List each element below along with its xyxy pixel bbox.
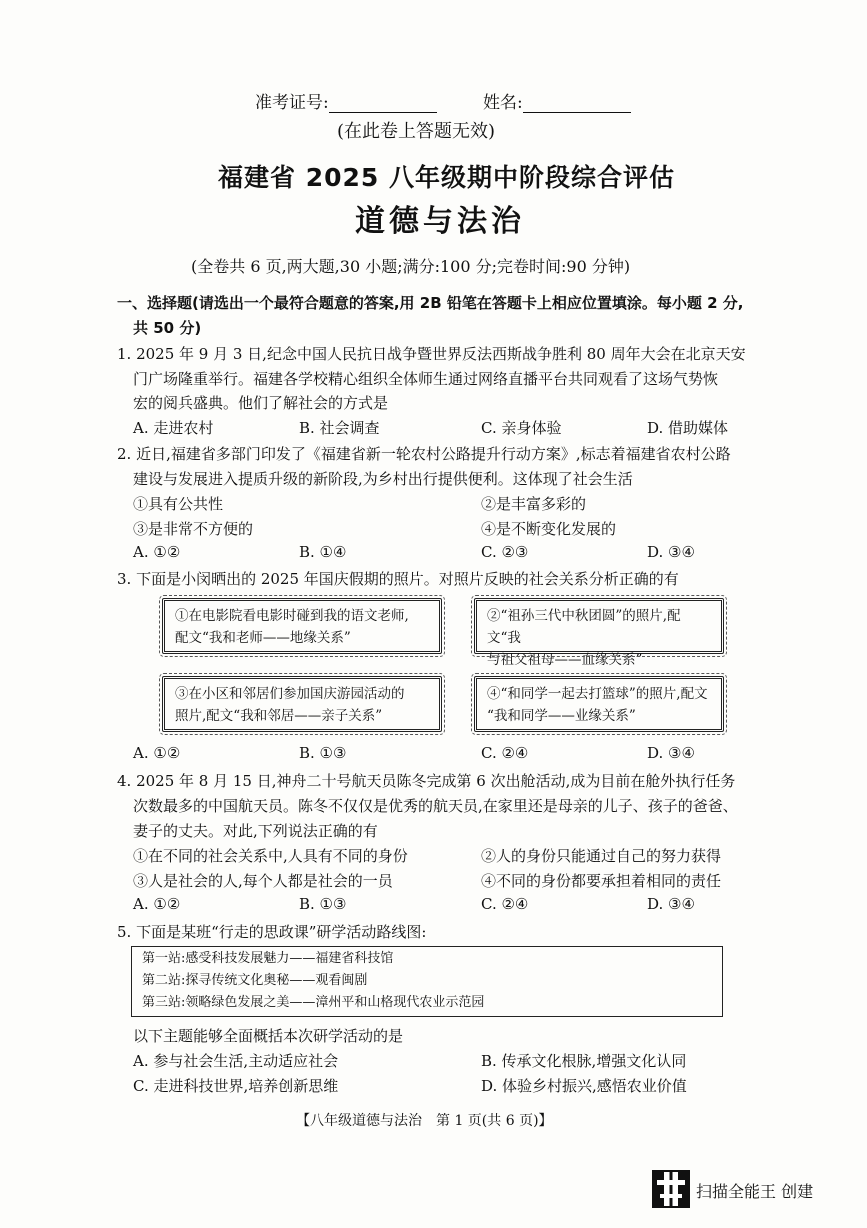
q4-item-3: ③人是社会的人,每个人都是社会的一员 xyxy=(133,872,393,890)
q5-option-b: B. 传承文化根脉,增强文化认同 xyxy=(481,1052,687,1070)
q5-option-c: C. 走进科技世界,培养创新思维 xyxy=(133,1077,339,1095)
route-map-box xyxy=(131,946,723,1017)
q2-option-b: B. ①④ xyxy=(299,543,347,561)
q3-option-c: C. ②④ xyxy=(481,744,529,762)
photo-caption-line: ④“和同学一起去打篮球”的照片,配文 xyxy=(487,686,708,702)
route-stop-2: 第二站:探寻传统文化奥秘——观看闽剧 xyxy=(142,973,368,988)
q1-line: 1. 2025 年 9 月 3 日,纪念中国人民抗日战争暨世界反法西斯战争胜利 80 周年大会在北京天安 xyxy=(117,345,746,363)
q2-item-1: ①具有公共性 xyxy=(133,495,224,513)
q4-line: 4. 2025 年 8 月 15 日,神舟二十号航天员陈冬完成第 6 次出舱活动,成为目前在舱外执行任务 xyxy=(117,772,736,790)
q1-line: 门广场隆重举行。福建各学校精心组织全体师生通过网络直播平台共同观看了这场气势恢 xyxy=(133,370,719,388)
q4-item-4: ④不同的身份都要承担着相同的责任 xyxy=(481,872,722,890)
section-heading: 一、选择题(请选出一个最符合题意的答案,用 2B 铅笔在答题卡上相应位置填涂。每小题 2 分, xyxy=(117,294,744,312)
q2-item-3: ③是非常不方便的 xyxy=(133,520,254,538)
q1-option-d: D. 借助媒体 xyxy=(647,419,729,437)
route-stop-3: 第三站:领略绿色发展之美——漳州平和山格现代农业示范园 xyxy=(142,995,485,1010)
exam-number-label: 准考证号: xyxy=(255,93,329,113)
q2-option-c: C. ②③ xyxy=(481,543,529,561)
q4-item-2: ②人的身份只能通过自己的努力获得 xyxy=(481,847,722,865)
q2-line: 建设与发展进入提质升级的新阶段,为乡村出行提供便利。这体现了社会生活 xyxy=(133,470,633,488)
q4-option-d: D. ③④ xyxy=(647,895,695,913)
photo-caption-line: 照片,配文“我和邻居——亲子关系” xyxy=(175,708,383,724)
q3-option-d: D. ③④ xyxy=(647,744,695,762)
q5-question: 以下主题能够全面概括本次研学活动的是 xyxy=(133,1027,404,1045)
photo-caption-box-3 xyxy=(162,676,442,732)
q4-option-b: B. ①③ xyxy=(299,895,347,913)
section-heading-cont: 共 50 分) xyxy=(133,319,202,337)
photo-caption-line: 与祖父祖母——血缘关系” xyxy=(487,652,643,668)
photo-caption-box-4 xyxy=(474,676,724,732)
scanner-watermark: 扫描全能王 创建 xyxy=(696,1182,814,1201)
q4-line: 次数最多的中国航天员。陈冬不仅仅是优秀的航天员,在家里还是母亲的儿子、孩子的爸爸、 xyxy=(133,797,738,815)
q3-option-b: B. ①③ xyxy=(299,744,347,762)
route-stop-1: 第一站:感受科技发展魅力——福建省科技馆 xyxy=(142,951,394,966)
invalid-note: (在此卷上答题无效) xyxy=(337,121,496,142)
q1-option-b: B. 社会调查 xyxy=(299,419,380,437)
q2-item-2: ②是丰富多彩的 xyxy=(481,495,587,513)
name-field xyxy=(483,88,631,113)
q2-option-d: D. ③④ xyxy=(647,543,695,561)
q3-option-a: A. ①② xyxy=(133,744,181,762)
exam-number-field xyxy=(255,88,437,113)
q5-option-d: D. 体验乡村振兴,感悟农业价值 xyxy=(481,1077,687,1095)
q4-option-a: A. ①② xyxy=(133,895,181,913)
q3-line: 3. 下面是小闵晒出的 2025 年国庆假期的照片。对照片反映的社会关系分析正确的有 xyxy=(117,570,679,588)
q4-option-c: C. ②④ xyxy=(481,895,529,913)
q2-item-4: ④是不断变化发展的 xyxy=(481,520,617,538)
photo-caption-line: ②“祖孙三代中秋团圆”的照片,配文“我 xyxy=(487,608,681,646)
q2-line: 2. 近日,福建省多部门印发了《福建省新一轮农村公路提升行动方案》,标志着福建省农村公路 xyxy=(117,445,731,463)
q5-line: 5. 下面是某班“行走的思政课”研学活动路线图: xyxy=(117,923,427,941)
q1-option-c: C. 亲身体验 xyxy=(481,419,562,437)
q1-option-a: A. 走进农村 xyxy=(133,419,214,437)
photo-caption-line: ①在电影院看电影时碰到我的语文老师, xyxy=(175,608,409,624)
page-footer: 【八年级道德与法治 第 1 页(共 6 页)】 xyxy=(296,1113,553,1129)
photo-caption-box-2 xyxy=(474,598,724,668)
q4-item-1: ①在不同的社会关系中,人具有不同的身份 xyxy=(133,847,408,865)
name-label: 姓名: xyxy=(483,93,523,113)
q5-option-a: A. 参与社会生活,主动适应社会 xyxy=(133,1052,339,1070)
exam-number-blank xyxy=(329,94,437,113)
name-blank xyxy=(523,94,631,113)
exam-title: 福建省 2025 八年级期中阶段综合评估 xyxy=(218,163,675,192)
q2-option-a: A. ①② xyxy=(133,543,181,561)
photo-caption-line: “我和同学——业缘关系” xyxy=(487,708,636,724)
photo-caption-box-1 xyxy=(162,598,442,654)
q1-line: 宏的阅兵盛典。他们了解社会的方式是 xyxy=(133,394,389,412)
subject-title: 道德与法治 xyxy=(355,204,525,239)
exam-info: (全卷共 6 页,两大题,30 小题;满分:100 分;完卷时间:90 分钟) xyxy=(191,257,631,276)
photo-caption-line: 配文“我和老师——地缘关系” xyxy=(175,630,351,646)
q4-line: 妻子的丈夫。对此,下列说法正确的有 xyxy=(133,822,378,840)
qr-code-icon xyxy=(652,1170,690,1208)
photo-caption-line: ③在小区和邻居们参加国庆游园活动的 xyxy=(175,686,405,702)
